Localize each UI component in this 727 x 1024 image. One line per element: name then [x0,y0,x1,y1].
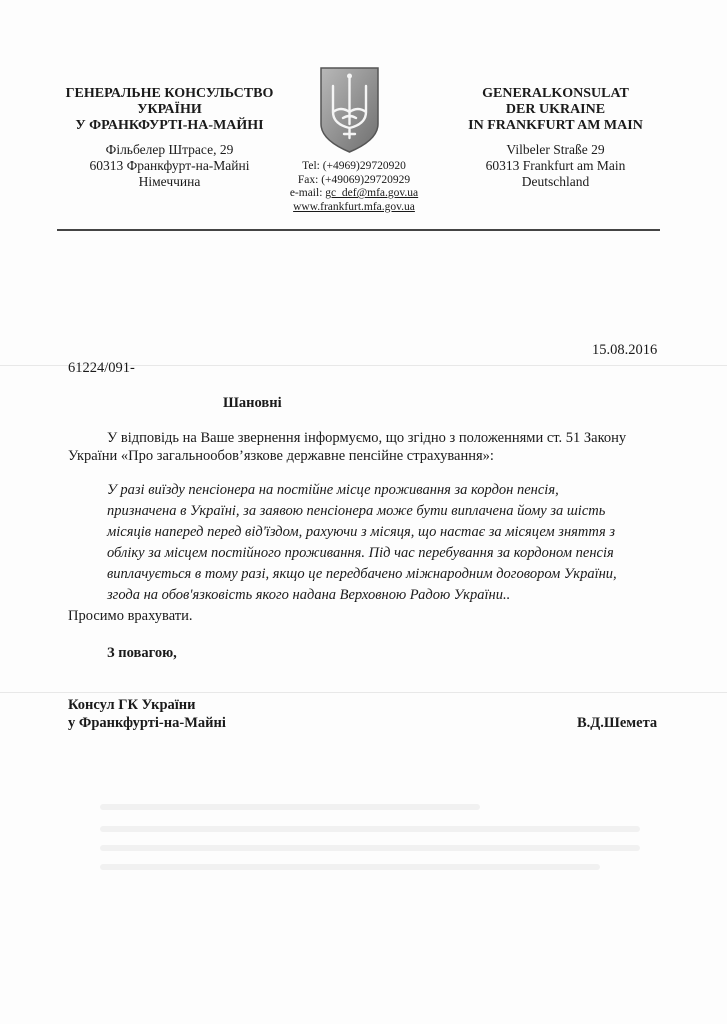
address-ua: Фільбелер Штрасе, 29 60313 Франкфурт-на-Майні Німеччина [89,142,250,189]
letter-date: 15.08.2016 [592,342,658,358]
paper-fold-line [0,692,727,693]
bleed-through [100,804,480,810]
quoted-law-excerpt: У разі виїзду пенсіонера на постійне місце проживання за кордон пенсія, призначена в Україні, за заявою пенсіонера може бути виплачена йому за шість місяців наперед перед від'їздом, рахуючи з місяця, що настає за місяцем зняття з обліку за місцем постійного проживання. Під час перебування за кордоном пенсія виплачується в тому разі, якщо це передбачено міжнародним договором України, згода на обов'язковість якого надана Верховною Радою України.. [107,482,617,603]
reference-number: 61224/091- [68,360,135,376]
bleed-through [100,864,600,870]
salutation: Шановні [223,395,282,411]
telephone: Tel: (+4969)29720920 [302,160,406,172]
email-line: e-mail: gc_def@mfa.gov.ua [289,187,419,199]
consulate-name-ua: ГЕНЕРАЛЬНЕ КОНСУЛЬСТВО УКРАЇНИ У ФРАНКФУРТІ-НА-МАЙНІ [65,86,274,133]
header-left [47,86,292,190]
header-right [443,86,668,190]
bleed-through [100,826,640,832]
address-de: Vilbeler Straße 29 60313 Frankfurt am Main Deutschland [485,142,626,189]
signer-title: у Франкфурті-на-Майні [68,715,226,731]
website-link[interactable]: www.frankfurt.mfa.gov.ua [293,200,415,213]
email-link[interactable]: gc_def@mfa.gov.ua [325,187,419,199]
bleed-through [100,845,640,851]
intro-line: України «Про загальнообов’язкове державне пенсійне страхування»: [68,448,494,464]
coat-of-arms-icon [319,66,380,154]
signer-name: В.Д.Шемета [577,715,658,731]
contacts-block [270,160,438,214]
request-line: Просимо врахувати. [68,608,193,624]
closing: З повагою, [107,645,177,661]
header-divider [57,229,660,231]
fax: Fax: (+49069)29720929 [297,173,411,186]
consulate-name-de: GENERALKONSULAT DER UKRAINE IN FRANKFURT AM MAIN [468,86,643,133]
signer-title: Консул ГК України [68,697,196,713]
intro-line: У відповідь на Ваше звернення інформуємо, що згідно з положеннями ст. 51 Закону [107,430,627,446]
